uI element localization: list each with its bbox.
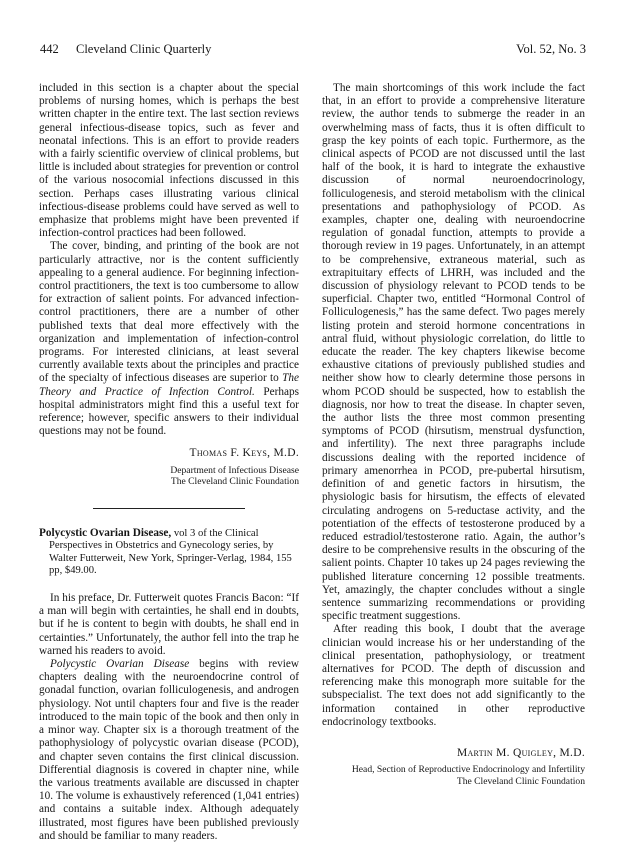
reviewer-department: Head, Section of Reproductive Endocrinology and Infertility xyxy=(351,764,585,776)
reviewer-institution: The Cleveland Clinic Foundation xyxy=(170,476,299,488)
review2-paragraph-2: Polycystic Ovarian Disease begins with review chapters dealing with the neuroendocrine control of gonadal function, ovarian folliculogenesis, and androgen physiology. Not until chapters four and five is the reader introduced to the main topic of the book and then only in a minor way. Chapter six is a thorough treatment of the pathophysiology of polycystic ovarian disease (PCOD), and chapter seven contains the first clinical discussion. Differential diagnosis is covered in chapter nine, while the various treatments available are discussed in chapter 10. The volume is exhaustively referenced (1,041 entries) and contains a suitable index. Although adequately illustrated, most figures have been published previously and should be familiar to many readers. xyxy=(39,658,300,842)
left-column xyxy=(39,82,299,843)
volume-issue: Vol. 52, No. 3 xyxy=(516,42,586,56)
review2-signature xyxy=(322,747,585,787)
book-citation: Polycystic Ovarian Disease, vol 3 of the Clinical Perspectives in Obstetrics and Gynecology series, by Walter Futterweit, New York, Springer-Verlag, 1984, 155 pp, $49.00. xyxy=(39,526,292,577)
review1-paragraph-1: included in this section is a chapter about the special problems of nursing homes, which is perhaps the best written chapter in the entire text. The last section reviews general infectious-disease topics, such as fever and neonatal infections. This is an effort to provide readers with a fairly scientific overview of clinical problems, but little is included about strategies for prevention or control of the various nosocomial infections discussed in this section. Perhaps cases illustrating various clinical infectious-disease problems could have served as well to emphasize that problems might have been prevented if infection-control practices had been followed. xyxy=(39,82,299,240)
running-header xyxy=(40,42,586,58)
review2-paragraph-1: In his preface, Dr. Futterweit quotes Francis Bacon: “If a man will begin with certainties, he shall end in doubts, but if he is content to begin with doubts, he shall end in certainties.” Unfortunately, the author fell into the trap he warned his readers to avoid. xyxy=(39,592,299,657)
section-divider xyxy=(93,508,245,509)
review1-paragraph-2: The cover, binding, and printing of the book are not particularly attractive, nor is the content sufficiently appealing to a general audience. For beginning infection-control practitioners, the text is too cumbersome to allow for extraction of salient points. For advanced infection-control practitioners, there are a number of other published texts that deal more effectively with the organization and implementation of infection-control programs. For interested clinicians, at least several currently available texts about the principles and practice of the specialty of infectious diseases are superior to The Theory and Practice of Infection Control. Perhaps hospital administrators might find this a useful text for reference; however, specific answers to their individual questions may not be found. xyxy=(39,240,300,438)
reviewer-institution: The Cleveland Clinic Foundation xyxy=(456,775,585,787)
review1-signature xyxy=(39,447,299,487)
review2-paragraph-4: After reading this book, I doubt that the average clinician would increase his or her understanding of the clinical presentation, pathophysiology, or treatment alternatives for PCOD. The depth of discussion and referencing make this monograph more suitable for the subspecialist. The text does not add significantly to the information contained in other reproductive endocrinology textbooks. xyxy=(322,623,585,728)
reviewer-name: Martin M. Quigley, M.D. xyxy=(456,746,585,759)
reviewer-name: Thomas F. Keys, M.D. xyxy=(189,447,299,460)
book-title: Polycystic Ovarian Disease, xyxy=(39,526,172,539)
page-number: 442 xyxy=(40,42,59,56)
review2-paragraph-3: The main shortcomings of this work include the fact that, in an effort to provide a comprehensive literature review, the author tends to submerge the reader in an overwhelming mass of facts, thus it is often difficult to grasp the key points of each topic. Furthermore, as the clinical aspects of PCOD are not discussed until the last half of the book, it is hard to integrate the exhaustive discussion of normal neuroendocrinology, folliculogenesis, and steroid metabolism with the clinical presentations and pathophysiology of PCOD. As examples, chapter one, dealing with neuroendocrine regulation of gonadal function, attempts to provide a thorough review in 19 pages. Unfortunately, in an attempt to be comprehensive, extraneous material, such as extrapituitary effects of LHRH, was included and the discussion of physiology relevant to PCOD tends to be superficial. Chapter two, entitled “Hormonal Control of Folliculogenesis,” has the same defect. Two pages merely listing protein and steroid hormone concentrations in antral fluid, without physiologic correlation, do little to educate the reader. The key chapters likewise become exhaustive citations of previously published studies and neither show how to clearly determine those persons in whom PCOD should be suspected, how to establish the diagnosis, nor how to treat the disease. In chapter seven, the author lists the three most common presenting symptoms of PCOD (hirsutism, menstrual dysfunction, and infertility). The next three paragraphs include discussions dealing with the reported incidence of primary amenorrhea in PCOD, pre-pubertal hirsutism, definition of and genetic factors in hirsutism, the physiologic basis for hirsutism, the effects of elevated circulating androgens on 5-reductase activity, and the potentiation of the effects of testosterone produced by a reduced estradiol/testosterone ratio. Again, the author’s desire to be comprehensive results in the obscuring of the salient points. Chapter 10 takes up 24 pages reviewing the published literature concerning 12 possible treatments. Yet, amazingly, the chapter concludes without a single sentence summarizing recommendations or providing specific treatment suggestions. xyxy=(322,82,585,623)
reviewer-department: Department of Infectious Disease xyxy=(170,464,299,476)
journal-title: Cleveland Clinic Quarterly xyxy=(76,42,212,56)
book-title-reference: The Theory and Practice of Infection Control. xyxy=(39,372,300,398)
right-column xyxy=(322,82,585,787)
